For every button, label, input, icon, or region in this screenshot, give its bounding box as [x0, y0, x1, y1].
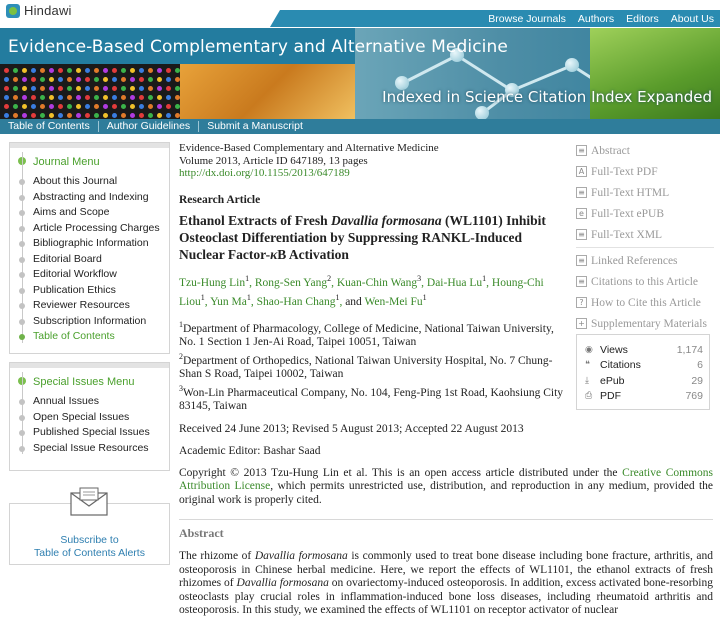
banner-dot — [76, 113, 81, 118]
banner-dot — [148, 95, 153, 100]
title-species: Davallia formosana — [331, 212, 442, 228]
molecule-atom — [565, 58, 579, 72]
affiliations — [179, 318, 569, 413]
banner-dot — [85, 113, 90, 118]
tool-link-supplementary[interactable] — [576, 313, 714, 334]
banner-dot — [157, 104, 162, 109]
banner-dot — [4, 95, 9, 100]
tool-link-pdf[interactable] — [576, 161, 714, 182]
banner-dot — [139, 68, 144, 73]
citation-volume: Volume 2013, Article ID 647189, 13 pages — [179, 154, 368, 167]
banner-dot — [112, 95, 117, 100]
copyright-text-2: , which permits unrestricted use, distribution, and reproduction in any medium, provided the original work is properly cited. — [179, 480, 713, 506]
citation-journal: Evidence-Based Complementary and Alternative Medicine — [179, 142, 439, 154]
affiliation-number: 2 — [179, 351, 183, 361]
banner-dot — [13, 77, 18, 82]
nav-about-us[interactable]: About Us — [670, 12, 714, 25]
menu-item-open-special[interactable]: Open Special Issues — [10, 410, 169, 426]
banner-dot — [22, 104, 27, 109]
journal-menu-heading: Journal Menu — [10, 148, 169, 174]
tools-divider — [576, 247, 714, 248]
banner-dot — [166, 113, 171, 118]
banner-dot — [58, 77, 63, 82]
tool-link-label: Linked References — [591, 254, 678, 267]
citations-icon: ≡ — [576, 276, 587, 287]
banner-dot — [22, 77, 27, 82]
molecule-bond — [401, 54, 457, 85]
article-tools — [576, 140, 714, 334]
banner-dot — [130, 113, 135, 118]
banner-dot — [121, 113, 126, 118]
author-affiliation-number: 1 — [422, 293, 427, 303]
banner-dot — [4, 86, 9, 91]
banner-dot — [148, 86, 153, 91]
banner-dot — [166, 86, 171, 91]
abstract-part-3: on ovariectomy-induced osteoporosis. In addition, excess activated bone-resorbing osteoclasts play crucial roles in inflammation-induced bone loss diseases, including rheumatoid arthritis and osteoporosis. In this study, we examined the effects of WL1101 on receptor activator of nuclear — [179, 577, 713, 617]
title-part-2: (WL1101) Inhibit Osteoclast Differentiation by Suppressing RANKL-Induced Nuclear Factor- — [179, 212, 546, 262]
menu-item-bibliographic[interactable]: Bibliographic Information — [10, 236, 169, 252]
banner-dot — [130, 77, 135, 82]
banner-dot — [67, 86, 72, 91]
menu-item-abstracting[interactable]: Abstracting and Indexing — [10, 190, 169, 206]
author-link[interactable]: Tzu-Hung Lin — [179, 276, 246, 289]
tool-link-label: Full-Text HTML — [591, 186, 670, 199]
banner-dot — [157, 77, 162, 82]
banner-dot — [13, 86, 18, 91]
special-menu-list — [10, 394, 169, 462]
banner-dot — [49, 95, 54, 100]
banner-dot — [67, 68, 72, 73]
journal-title: Evidence-Based Complementary and Alternative Medicine — [8, 37, 508, 57]
subscribe-box[interactable] — [9, 503, 170, 565]
banner-dot — [103, 68, 108, 73]
banner-dot — [22, 113, 27, 118]
banner-dot — [58, 104, 63, 109]
author-affiliation-number: 1 — [200, 293, 205, 303]
copyright-text-1: Copyright © 2013 Tzu-Hung Lin et al. This is an open access article distributed under the — [179, 466, 623, 479]
banner-dot — [40, 86, 45, 91]
banner-dot — [40, 104, 45, 109]
abstract-part-2: is commonly used to treat bone disease including bone fracture, arthritis, and osteoporosis in Chinese herbal medicine. Here, we report the effects of WL1101, the ethanol extracts of fresh rhizomes of — [179, 550, 713, 590]
hindawi-logo-icon — [6, 4, 20, 18]
tool-link-label: Full-Text XML — [591, 228, 663, 241]
top-bar — [0, 0, 720, 28]
epub-icon: e — [576, 208, 587, 219]
banner-dot — [67, 113, 72, 118]
academic-editor: Academic Editor: Bashar Saad — [179, 444, 321, 457]
affiliation-item — [179, 350, 569, 382]
quote-icon: ❝ — [585, 360, 590, 371]
banner-dot — [31, 113, 36, 118]
abstract-text — [179, 550, 713, 618]
subscribe-line-1: Subscribe to — [60, 534, 119, 546]
metric-label: Citations — [600, 359, 641, 372]
index-notice: Indexed in Science Citation Index Expanded — [382, 88, 712, 106]
banner-dot — [4, 68, 9, 73]
banner-dot — [40, 68, 45, 73]
affiliation-number: 1 — [179, 320, 183, 330]
banner-dot — [157, 95, 162, 100]
banner-dot — [31, 86, 36, 91]
banner-dot — [85, 104, 90, 109]
banner-dot — [166, 68, 171, 73]
banner-turmeric-image — [180, 64, 355, 119]
tool-link-label: Citations to this Article — [591, 275, 699, 288]
banner-dot — [13, 104, 18, 109]
metric-value: 769 — [685, 390, 703, 403]
journal-menu-list — [10, 174, 169, 351]
banner-dot — [49, 77, 54, 82]
banner-dot — [139, 95, 144, 100]
abstract-icon: ≡ — [576, 145, 587, 156]
banner-dot — [103, 77, 108, 82]
menu-item-charges[interactable]: Article Processing Charges — [10, 221, 169, 237]
banner-dot — [121, 86, 126, 91]
banner-dot — [103, 113, 108, 118]
affiliation-text: Won-Lin Pharmaceutical Company, No. 104, Feng-Ping 1st Road, Kaohsiung City 83145, Taiwan — [179, 386, 564, 413]
menu-item-editorial-board[interactable]: Editorial Board — [10, 252, 169, 268]
banner-dot — [58, 86, 63, 91]
nav-editors[interactable]: Editors — [626, 12, 659, 25]
banner-dot — [13, 113, 18, 118]
author-link[interactable]: Shao-Han Chang — [256, 296, 336, 309]
license-link[interactable]: Creative Commons Attribution License — [179, 466, 713, 493]
tool-link-label: Abstract — [591, 144, 630, 157]
tool-link-label: Full-Text ePUB — [591, 207, 664, 220]
metric-row — [585, 358, 703, 374]
pdf-small-icon: ⎙ — [585, 391, 593, 402]
banner-dot — [85, 68, 90, 73]
banner-dot — [112, 104, 117, 109]
tool-link-abstract[interactable] — [576, 140, 714, 161]
banner-dot — [130, 68, 135, 73]
menu-item-ethics[interactable]: Publication Ethics — [10, 283, 169, 299]
doi-link[interactable]: http://dx.doi.org/10.1155/2013/647189 — [179, 167, 350, 179]
metric-label: PDF — [600, 390, 621, 403]
banner-dot — [157, 86, 162, 91]
copyright-notice — [179, 467, 713, 508]
banner-dots-image — [0, 64, 180, 119]
journal-subnav — [0, 119, 720, 134]
html-icon: ≡ — [576, 187, 587, 198]
special-issues-menu — [9, 362, 170, 471]
menu-item-toc[interactable]: Table of Contents — [10, 329, 169, 345]
title-part-3: B Activation — [277, 246, 349, 262]
banner-dot — [49, 86, 54, 91]
abstract-species-1: Davallia formosana — [254, 550, 348, 563]
banner-dot — [40, 95, 45, 100]
metric-value: 29 — [691, 374, 703, 387]
banner-dot — [112, 113, 117, 118]
menu-item-annual[interactable]: Annual Issues — [10, 394, 169, 410]
banner-dot — [94, 68, 99, 73]
abstract-species-2: Davallia formosana — [236, 577, 329, 590]
banner-dot — [49, 104, 54, 109]
and-word: and — [345, 296, 362, 309]
author-list: Tzu-Hung Lin$^1$, Rong-Sen Yang$^2$, Kuan-Chin Wang$^3$, Dai-Hua Lu$^1$, Houng-Chi Liou$^1$, Yun Ma$^1$, Shao-Han Chang$^1$, and Wen-Mei Fu$^1$ — [179, 273, 544, 309]
banner-dot — [94, 77, 99, 82]
author-affiliation-number: 1 — [245, 273, 250, 283]
affiliation-number: 3 — [179, 383, 183, 393]
banner-dot — [58, 95, 63, 100]
pdf-icon: A — [576, 166, 587, 177]
affiliation-text: Department of Orthopedics, National Taiwan University Hospital, No. 7 Chung-Shan S Road, Taipei 10002, Taiwan — [179, 354, 553, 381]
nav-browse-journals[interactable]: Browse Journals — [488, 12, 566, 25]
banner-dot — [13, 95, 18, 100]
banner-dot — [58, 68, 63, 73]
subnav-submit-manuscript[interactable]: Submit a Manuscript — [207, 120, 303, 132]
subnav-author-guidelines[interactable]: Author Guidelines — [99, 121, 199, 132]
banner-dot — [112, 68, 117, 73]
banner-dot — [31, 68, 36, 73]
reference-links — [576, 250, 714, 334]
fulltext-links — [576, 140, 714, 245]
author-link[interactable]: Dai-Hua Lu — [426, 276, 483, 289]
references-icon: ≡ — [576, 255, 587, 266]
banner-dot — [139, 104, 144, 109]
menu-item-published-special[interactable]: Published Special Issues — [10, 425, 169, 441]
metric-row — [585, 342, 703, 358]
affiliation-text: Department of Pharmacology, College of Medicine, National Taiwan University, No. 1 Section 1 Jen-Ai Road, Taipei 10051, Taiwan — [179, 322, 554, 349]
banner-dot — [121, 95, 126, 100]
author-affiliation-number: 3 — [417, 273, 422, 283]
banner-dot — [94, 104, 99, 109]
banner-dot — [31, 77, 36, 82]
banner-dot — [85, 95, 90, 100]
banner-dot — [76, 77, 81, 82]
banner-dot — [130, 86, 135, 91]
banner-dot — [76, 68, 81, 73]
banner-dot — [22, 68, 27, 73]
banner-dot — [22, 95, 27, 100]
banner-dot — [121, 104, 126, 109]
banner-dot — [85, 86, 90, 91]
banner-dot — [85, 77, 90, 82]
banner-dot — [148, 68, 153, 73]
menu-item-subscription[interactable]: Subscription Information — [10, 314, 169, 330]
banner-dot — [112, 86, 117, 91]
tool-link-citations[interactable] — [576, 271, 714, 292]
banner-dot — [40, 77, 45, 82]
journal-menu — [9, 142, 170, 354]
menu-item-editorial-workflow[interactable]: Editorial Workflow — [10, 267, 169, 283]
banner-dot — [121, 77, 126, 82]
author-link[interactable]: Houng-Chi Liou — [179, 276, 544, 309]
author-link[interactable]: Rong-Sen Yang — [254, 276, 328, 289]
banner-dot — [4, 113, 9, 118]
banner-dot — [94, 95, 99, 100]
cite-icon: ? — [576, 297, 587, 308]
banner-dot — [112, 77, 117, 82]
nav-authors[interactable]: Authors — [577, 12, 615, 25]
xml-icon: ≡ — [576, 229, 587, 240]
author-affiliation-number: 1 — [246, 293, 251, 303]
tool-link-label: Supplementary Materials — [591, 317, 707, 330]
tool-link-epub[interactable] — [576, 203, 714, 224]
banner-dot — [94, 86, 99, 91]
banner-dot — [31, 95, 36, 100]
banner-dot — [130, 104, 135, 109]
author-affiliation-number: 1 — [482, 273, 487, 283]
journal-banner[interactable] — [0, 28, 720, 119]
metric-label: ePub — [600, 374, 625, 387]
special-menu-heading: Special Issues Menu — [10, 368, 169, 394]
banner-dot — [49, 68, 54, 73]
banner-dot — [103, 104, 108, 109]
banner-dot — [67, 104, 72, 109]
banner-dot — [76, 95, 81, 100]
eye-icon: ◉ — [585, 344, 593, 355]
banner-dot — [13, 68, 18, 73]
article-dates: Received 24 June 2013; Revised 5 August 2013; Accepted 22 August 2013 — [179, 422, 524, 435]
banner-dot — [166, 104, 171, 109]
metric-row — [585, 373, 703, 389]
author-link[interactable]: Wen-Mei Fu — [364, 296, 423, 309]
banner-dot — [4, 104, 9, 109]
molecule-bond — [456, 54, 513, 92]
banner-dot — [22, 86, 27, 91]
metric-label: Views — [600, 343, 628, 356]
article-type: Research Article — [179, 193, 261, 206]
banner-dot — [76, 86, 81, 91]
title-part-1: Ethanol Extracts of Fresh — [179, 212, 331, 228]
author-link[interactable]: Yun Ma — [210, 296, 247, 309]
banner-dot — [103, 86, 108, 91]
title-kappa: κ — [270, 246, 278, 262]
article-metrics — [576, 334, 710, 410]
subnav-table-of-contents[interactable]: Table of Contents — [0, 121, 99, 132]
download-icon: ⤓ — [585, 375, 589, 386]
molecule-atom — [475, 106, 489, 120]
tool-link-label: How to Cite this Article — [591, 296, 701, 309]
affiliation-item — [179, 318, 569, 350]
banner-dot — [148, 104, 153, 109]
affiliation-item — [179, 382, 569, 414]
abstract-heading: Abstract — [179, 519, 713, 541]
banner-dot — [94, 113, 99, 118]
tool-link-references[interactable] — [576, 250, 714, 271]
banner-dot — [67, 77, 72, 82]
banner-dot — [58, 113, 63, 118]
metric-row — [585, 389, 703, 405]
hindawi-logo[interactable] — [6, 3, 72, 18]
metric-value: 6 — [697, 359, 703, 372]
banner-dot — [166, 77, 171, 82]
banner-dot — [40, 113, 45, 118]
banner-dot — [166, 95, 171, 100]
banner-dot — [121, 68, 126, 73]
tool-link-cite[interactable] — [576, 292, 714, 313]
menu-item-about[interactable]: About this Journal — [10, 174, 169, 190]
tool-link-label: Full-Text PDF — [591, 165, 658, 178]
envelope-icon — [70, 488, 108, 516]
subscribe-line-2: Table of Contents Alerts — [34, 546, 145, 559]
author-affiliation-number: 2 — [327, 273, 332, 283]
banner-dot — [76, 104, 81, 109]
abstract-part-1: The rhizome of — [179, 550, 255, 563]
banner-dot — [139, 113, 144, 118]
tool-link-xml[interactable] — [576, 224, 714, 245]
banner-dot — [103, 95, 108, 100]
menu-item-special-resources[interactable]: Special Issue Resources — [10, 441, 169, 457]
menu-item-reviewer[interactable]: Reviewer Resources — [10, 298, 169, 314]
banner-dot — [148, 113, 153, 118]
banner-dot — [157, 113, 162, 118]
article-title — [179, 212, 569, 263]
banner-dot — [31, 104, 36, 109]
menu-item-aims[interactable]: Aims and Scope — [10, 205, 169, 221]
top-nav — [280, 10, 720, 27]
banner-dot — [139, 77, 144, 82]
brand-name: Hindawi — [24, 3, 72, 18]
banner-dot — [67, 95, 72, 100]
banner-dot — [148, 77, 153, 82]
banner-dot — [130, 95, 135, 100]
author-link[interactable]: Kuan-Chin Wang — [336, 276, 418, 289]
banner-dot — [4, 77, 9, 82]
author-affiliation-number: 1 — [335, 293, 340, 303]
banner-dot — [157, 68, 162, 73]
subscribe-link[interactable] — [10, 534, 169, 559]
tool-link-html[interactable] — [576, 182, 714, 203]
banner-dot — [49, 113, 54, 118]
metric-value: 1,174 — [676, 343, 703, 356]
supplementary-icon: + — [576, 318, 587, 329]
banner-dot — [139, 86, 144, 91]
